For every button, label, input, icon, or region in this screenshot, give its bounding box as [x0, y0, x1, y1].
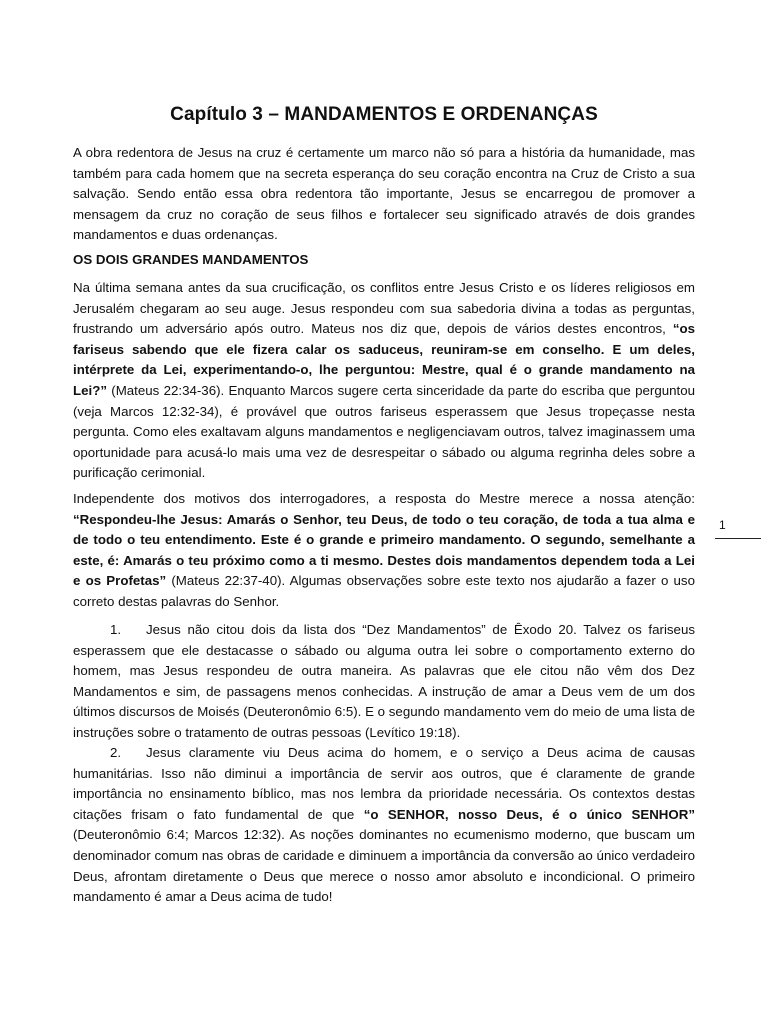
list-item-2-text-b: (Deuteronômio 6:4; Marcos 12:32). As noções dominantes no ecumenismo moderno, que buscam um denominador comum nas obras de caridade e diminuem a importância da conversão ao único verdadeiro Deus, afrontam diretamente o Deus que merece o nosso amor absoluto e incondicional. O primeiro mandamento é amar a Deus acima de tudo! — [73, 827, 695, 905]
paragraph-context-text-b: (Mateus 22:34-36). Enquanto Marcos sugere certa sinceridade da parte do escriba que perguntou (veja Marcos 12:32-34), é provável que outros fariseus esperassem que Jesus tropeçasse nesta pergunta. Como eles exaltavam alguns mandamentos e negligenciavam outros, talvez imaginassem uma oportunidade para acusá-lo mais uma vez de desrespeitar o sábado ou alguma regrinha deles sobre a purificação cerimonial. — [73, 382, 695, 481]
chapter-title: Capítulo 3 – MANDAMENTOS E ORDENANÇAS — [170, 104, 598, 125]
list-item-2-text-a: Jesus claramente viu Deus acima do homem, e o serviço a Deus acima de causas humanitárias. Isso não diminui a importância de servir aos outros, que é claramente de grande importância no ensinamento bíblico, mas nos lembra da prioridade necessária. Os contextos destas citações frisam o fato fundamental de que — [73, 745, 695, 822]
list-item-2-number: 2. — [110, 745, 122, 760]
paragraph-answer-text-a: Independente dos motivos dos interrogadores, a resposta do Mestre merece a nossa atenção: — [73, 491, 695, 506]
paragraph-answer — [73, 489, 695, 613]
paragraph-context-quote: “os fariseus sabendo que ele fizera calar os saduceus, reuniram-se em conselho. E um deles, intérprete da Lei, experimentando-o, lhe perguntou: Mestre, qual é o grande mandamento na Lei?” — [73, 321, 695, 398]
paragraph-context — [73, 278, 695, 484]
page-number: 1 — [719, 518, 726, 532]
paragraph-answer-text-b: (Mateus 22:37-40). Algumas observações sobre este texto nos ajudarão a fazer o uso correto destas palavras do Senhor. — [73, 573, 695, 609]
paragraph-context-text-a: Na última semana antes da sua crucificação, os conflitos entre Jesus Cristo e os líderes religiosos em Jerusalém chegaram ao seu auge. Jesus respondeu com sua sabedoria divina a todas as perguntas, frustrando um adversário após outro. Mateus nos diz que, depois de vários destes encontros, — [73, 280, 695, 337]
paragraph-answer-quote: “Respondeu-lhe Jesus: Amarás o Senhor, teu Deus, de todo o teu coração, de toda a tua alma e de todo o teu entendimento. Este é o grande e primeiro mandamento. O segundo, semelhante a este, é: Amarás o teu próximo como a ti mesmo. Destes dois mandamentos dependem toda a Lei e os Profetas” — [73, 511, 695, 589]
list-item-2 — [73, 743, 695, 908]
list-item-1 — [73, 620, 695, 744]
intro-paragraph: A obra redentora de Jesus na cruz é certamente um marco não só para a história da humanidade, mas também para cada homem que na secreta esperança do seu coração encontra na Cruz de Cristo a sua salvação. Sendo então essa obra redentora tão importante, Jesus se encarregou de promover a mensagem da cruz no coração de seus filhos e fortalecer seu significado através de dois grandes mandamentos e duas ordenanças. — [73, 145, 695, 243]
list-item-1-number: 1. — [110, 622, 122, 637]
page-number-rule — [715, 538, 761, 539]
list-item-1-text: Jesus não citou dois da lista dos “Dez Mandamentos” de Êxodo 20. Talvez os fariseus esperassem que ele destacasse o sábado ou alguma outra lei sobre o comportamento externo do homem, mas Jesus respondeu de outra maneira. As palavras que ele citou não vêm dos Dez Mandamentos e sim, de passagens menos conhecidas. A instrução de amar a Deus vem de um dos últimos discursos de Moisés (Deuteronômio 6:5). E o segundo mandamento vem do meio de uma lista de instruções sobre o tratamento de outras pessoas (Levítico 19:18). — [73, 622, 695, 740]
list-item-2-quote: “o SENHOR, nosso Deus, é o único SENHOR” — [363, 806, 695, 822]
section-heading: OS DOIS GRANDES MANDAMENTOS — [73, 252, 309, 267]
